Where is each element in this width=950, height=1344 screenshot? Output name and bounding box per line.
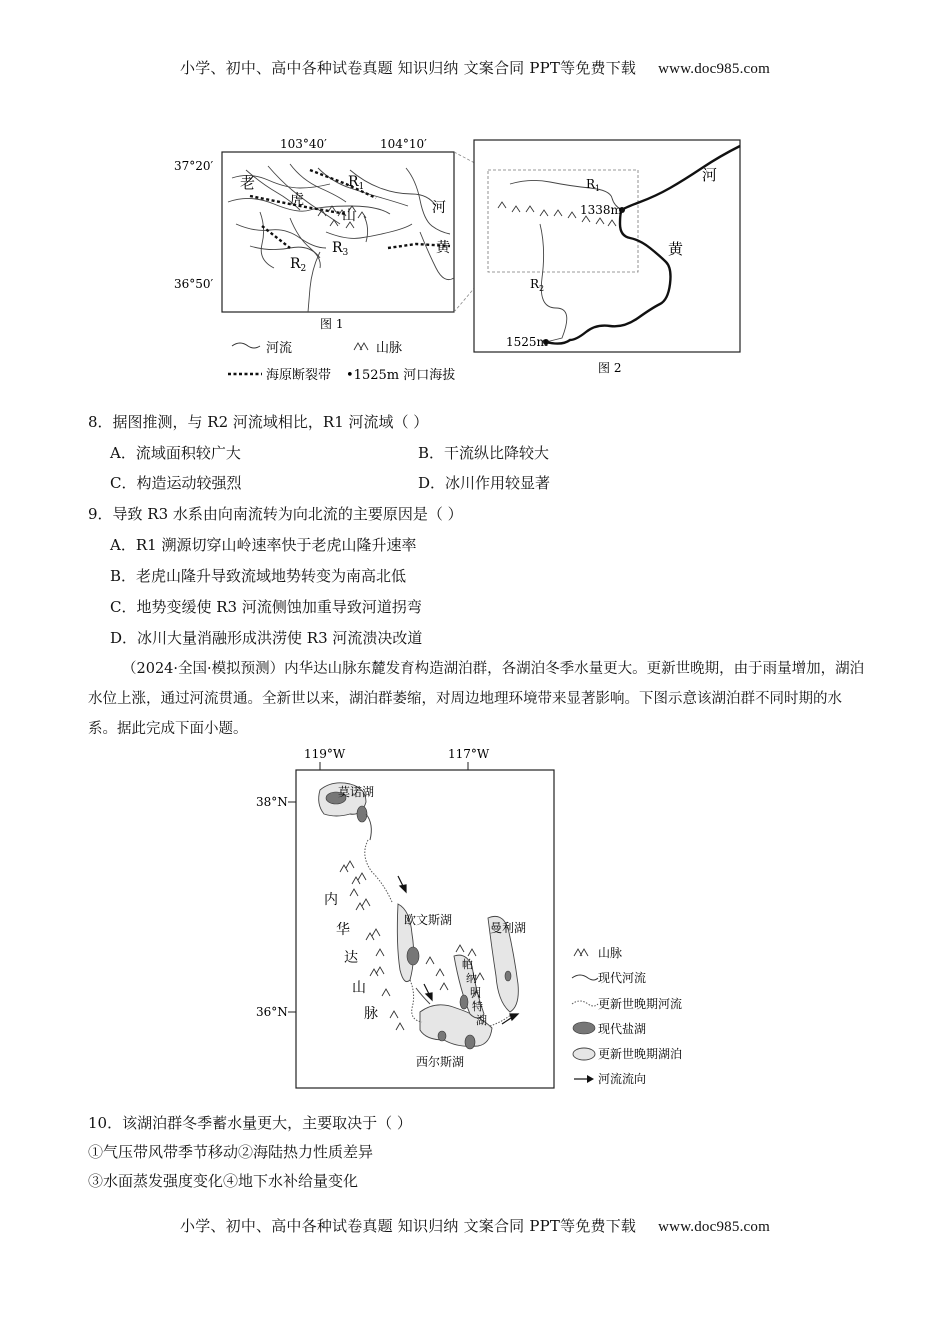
legend-pleistocene-lake: 更新世晚期湖泊 <box>598 1047 683 1061</box>
fig1-lat1: 37°20′ <box>174 159 214 173</box>
svg-text:华: 华 <box>336 922 350 938</box>
fig1-mtn-char-2: 虎 <box>290 192 304 208</box>
svg-text:脉: 脉 <box>364 1006 378 1022</box>
header-text: 小学、初中、高中各种试卷真题 知识归纳 文案合同 PPT等免费下载 <box>180 59 637 77</box>
legend-river: 河流 <box>266 341 293 356</box>
fig2-elev-1: 1338m <box>580 203 622 217</box>
figure-1-2 <box>150 128 770 390</box>
legend-pleistocene-river: 更新世晚期河流 <box>598 997 683 1011</box>
map3-lake-searles: 西尔斯湖 <box>416 1055 465 1069</box>
fig1-mtn-char-1: 老 <box>240 174 256 192</box>
svg-text:湖: 湖 <box>476 1014 487 1027</box>
svg-text:达: 达 <box>344 950 358 966</box>
legend-flow: 河流流向 <box>598 1072 647 1086</box>
map3-lon2: 117°W <box>448 747 490 761</box>
legend-salt-lake: 现代盐湖 <box>598 1022 647 1036</box>
passage: （2024·全国·模拟预测）内华达山脉东麓发育构造湖泊群，各湖泊冬季水量更大。更新世晚期，由于雨量增加，湖泊水位上涨，通过河流贯通。全新世以来，湖泊群萎缩，对周边地理环境带来显著影响。下图示意该湖泊群不同时期的水系。据此完成下面小题。 <box>88 661 865 737</box>
svg-text:明: 明 <box>470 986 481 999</box>
legend-elev: •1525m 河口海拔 <box>346 368 456 383</box>
map3-legend <box>572 946 682 1086</box>
fig1-lat2: 36°50′ <box>174 277 214 291</box>
q9-option-b[interactable]: B．老虎山隆升导致流域地势转变为南高北低 <box>110 567 407 585</box>
fig1-r3-label: $R_3$ <box>332 240 349 258</box>
fig1-caption: 图 1 <box>320 317 344 331</box>
svg-text:帕: 帕 <box>462 958 473 971</box>
fig1-lon1: 103°40′ <box>280 137 327 151</box>
fig1-legend <box>228 340 455 383</box>
q10-line-2: ③水面蒸发强度变化④地下水补给量变化 <box>88 1172 359 1190</box>
svg-text:纳: 纳 <box>466 972 477 985</box>
legend-modern-river: 现代河流 <box>598 971 647 985</box>
legend-mountain: 山脉 <box>598 946 623 960</box>
q8-option-b[interactable]: B．干流纵比降较大 <box>418 444 550 462</box>
svg-text:山: 山 <box>352 980 366 996</box>
fig2-elev-2: 1525m <box>506 335 548 349</box>
legend-river-icon <box>232 343 260 348</box>
legend-mountain-icon <box>354 343 368 350</box>
fig1-lon2: 104°10′ <box>380 137 427 151</box>
map3-lake-manly: 曼利湖 <box>490 921 527 935</box>
fig2-river-char-2: 黄 <box>668 240 684 258</box>
figure-lake-map <box>240 744 710 1096</box>
q8-option-c[interactable]: C．构造运动较强烈 <box>110 474 242 492</box>
page-header <box>0 57 950 78</box>
fig2-river-char-1: 河 <box>702 166 718 184</box>
q9-option-a[interactable]: A．R1 溯源切穿山岭速率快于老虎山隆升速率 <box>110 536 417 554</box>
q10-stem: 10．该湖泊群冬季蓄水量更大，主要取决于（ ） <box>88 1114 412 1132</box>
q9-option-d[interactable]: D．冰川大量消融形成洪涝使 R3 河流溃决改道 <box>110 629 423 647</box>
fig1-r1-label: $R_1$ <box>348 174 365 192</box>
legend-fault: 海原断裂带 <box>266 368 332 383</box>
svg-text:特: 特 <box>472 1000 483 1013</box>
q8-option-d[interactable]: D．冰川作用较显著 <box>418 474 551 492</box>
fig2-r1-label: $R_1$ <box>586 177 601 193</box>
header-url[interactable]: www.doc985.com <box>658 61 770 77</box>
fig2-r2-label: $R_2$ <box>530 277 545 293</box>
q9-stem: 9．导致 R3 水系由向南流转为向北流的主要原因是（ ） <box>88 505 463 523</box>
q9-option-c[interactable]: C．地势变缓使 R3 河流侧蚀加重导致河道拐弯 <box>110 598 422 616</box>
map3-lon1: 119°W <box>304 747 346 761</box>
svg-text:内: 内 <box>324 892 338 908</box>
map3-lake-owens: 欧文斯湖 <box>404 913 453 927</box>
fig2-frame <box>474 140 740 352</box>
footer-text: 小学、初中、高中各种试卷真题 知识归纳 文案合同 PPT等免费下载 <box>180 1217 637 1235</box>
legend-mountain: 山脉 <box>376 341 403 356</box>
fig2-caption: 图 2 <box>598 361 622 375</box>
map3-lat1: 38°N <box>256 795 288 809</box>
fig1-river-char-1: 河 <box>432 200 446 216</box>
page-footer <box>0 1215 950 1236</box>
fig1-river-char-2: 黄 <box>436 240 450 256</box>
q8-stem: 8．据图推测，与 R2 河流域相比，R1 河流域（ ） <box>88 413 429 431</box>
fig1-r2-label: $R_2$ <box>290 256 307 274</box>
footer-url[interactable]: www.doc985.com <box>658 1219 770 1235</box>
q10-line-1: ①气压带风带季节移动②海陆热力性质差异 <box>88 1143 374 1161</box>
q8-option-a[interactable]: A．流域面积较广大 <box>110 444 241 462</box>
map3-lake-mono: 莫诺湖 <box>338 785 375 799</box>
fig1-mtn-char-3: 山 <box>342 208 356 224</box>
map3-lat2: 36°N <box>256 1005 288 1019</box>
